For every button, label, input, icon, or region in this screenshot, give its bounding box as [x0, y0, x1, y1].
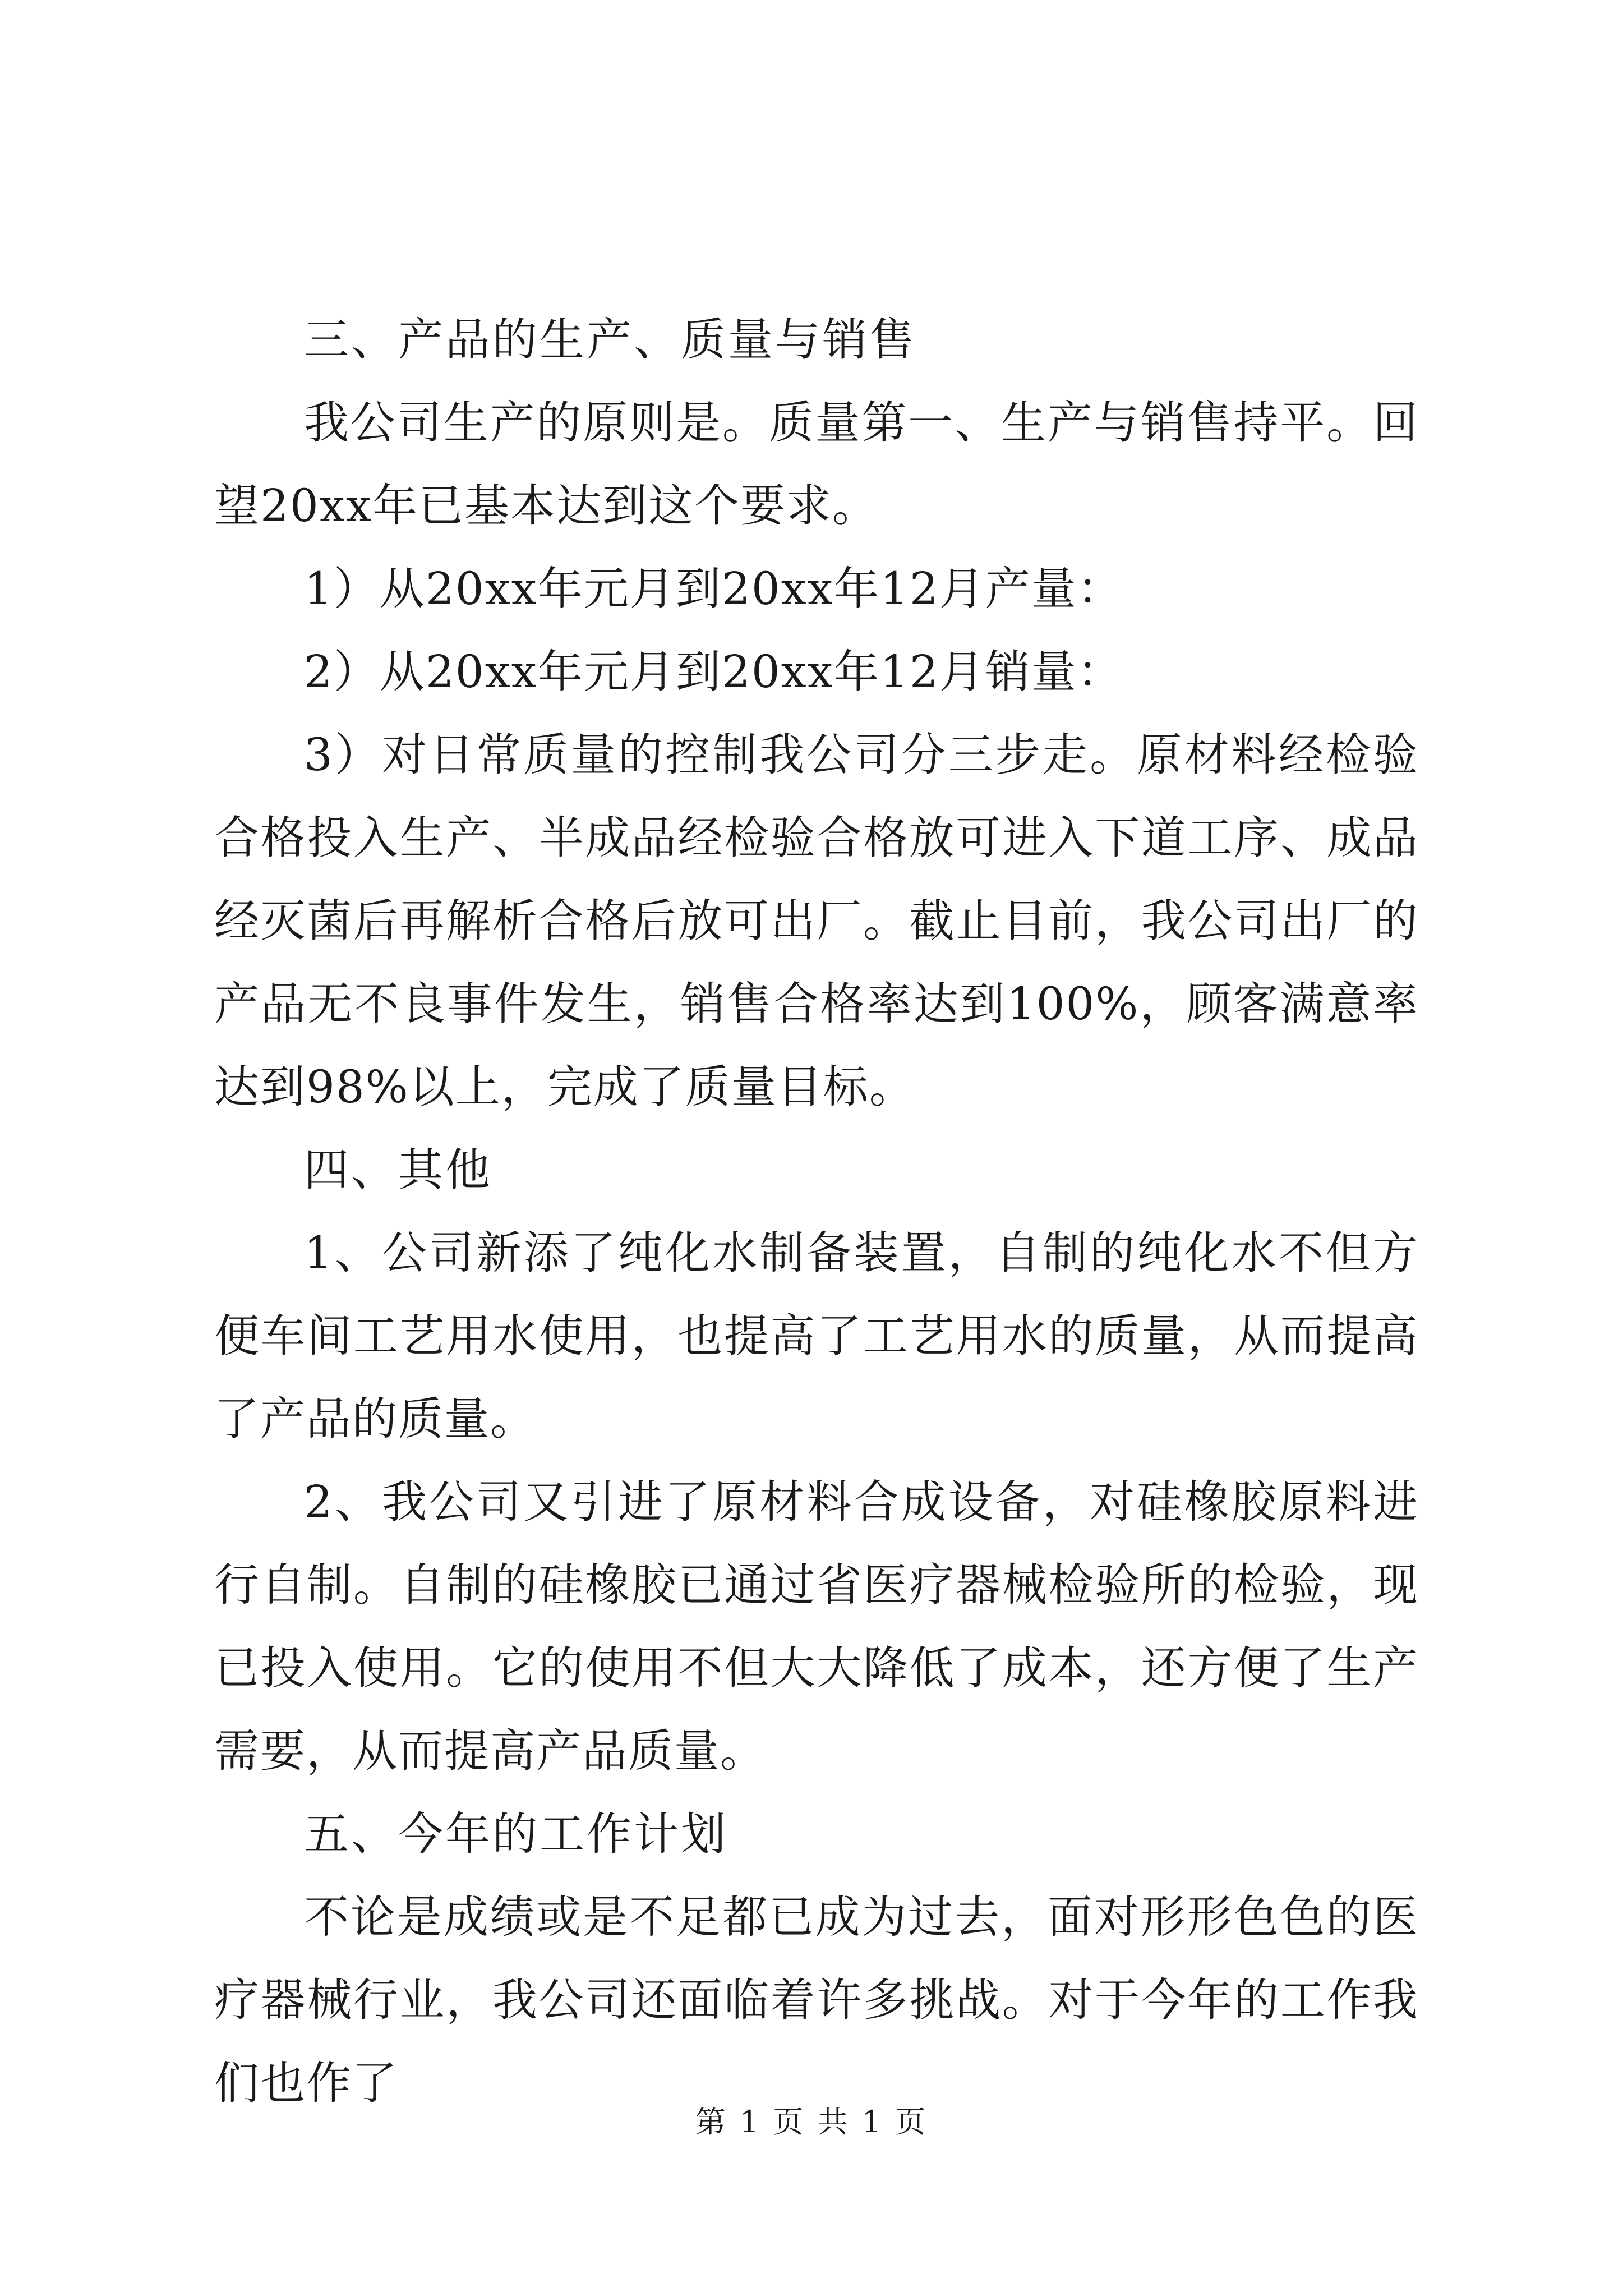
paragraph: 3）对日常质量的控制我公司分三步走。原材料经检验合格投入生产、半成品经检验合格放可进入下道工序、成品经灭菌后再解析合格后放可出厂。截止目前，我公司出厂的产品无不良事件发生，销售合格率达到100%，顾客满意率达到98%以上，完成了质量目标。	[214, 729, 1419, 1113]
paragraph: 我公司生产的原则是。质量第一、生产与销售持平。回望20xx年已基本达到这个要求。	[214, 397, 1419, 532]
page-footer: 第 1 页 共 1 页	[695, 2104, 928, 2139]
section-heading-plan: 五、今年的工作计划	[304, 1808, 728, 1860]
paragraph: 2）从20xx年元月到20xx年12月销量：	[304, 646, 1123, 698]
paragraph: 1）从20xx年元月到20xx年12月产量：	[304, 563, 1123, 615]
paragraph: 2、我公司又引进了原材料合成设备，对硅橡胶原料进行自制。自制的硅橡胶已通过省医疗器械检验所的检验，现已投入使用。它的使用不但大大降低了成本，还方便了生产需要，从而提高产品质量。	[214, 1476, 1419, 1777]
paragraph: 1、公司新添了纯化水制备装置，自制的纯化水不但方便车间工艺用水使用，也提高了工艺用水的质量，从而提高了产品的质量。	[214, 1227, 1419, 1445]
section-heading-production: 三、产品的生产、质量与销售	[304, 314, 916, 366]
document-body	[214, 298, 1419, 2125]
paragraph: 不论是成绩或是不足都已成为过去，面对形形色色的医疗器械行业，我公司还面临着许多挑战。对于今年的工作我们也作了	[214, 1891, 1419, 2109]
section-heading-other: 四、其他	[304, 1144, 492, 1196]
